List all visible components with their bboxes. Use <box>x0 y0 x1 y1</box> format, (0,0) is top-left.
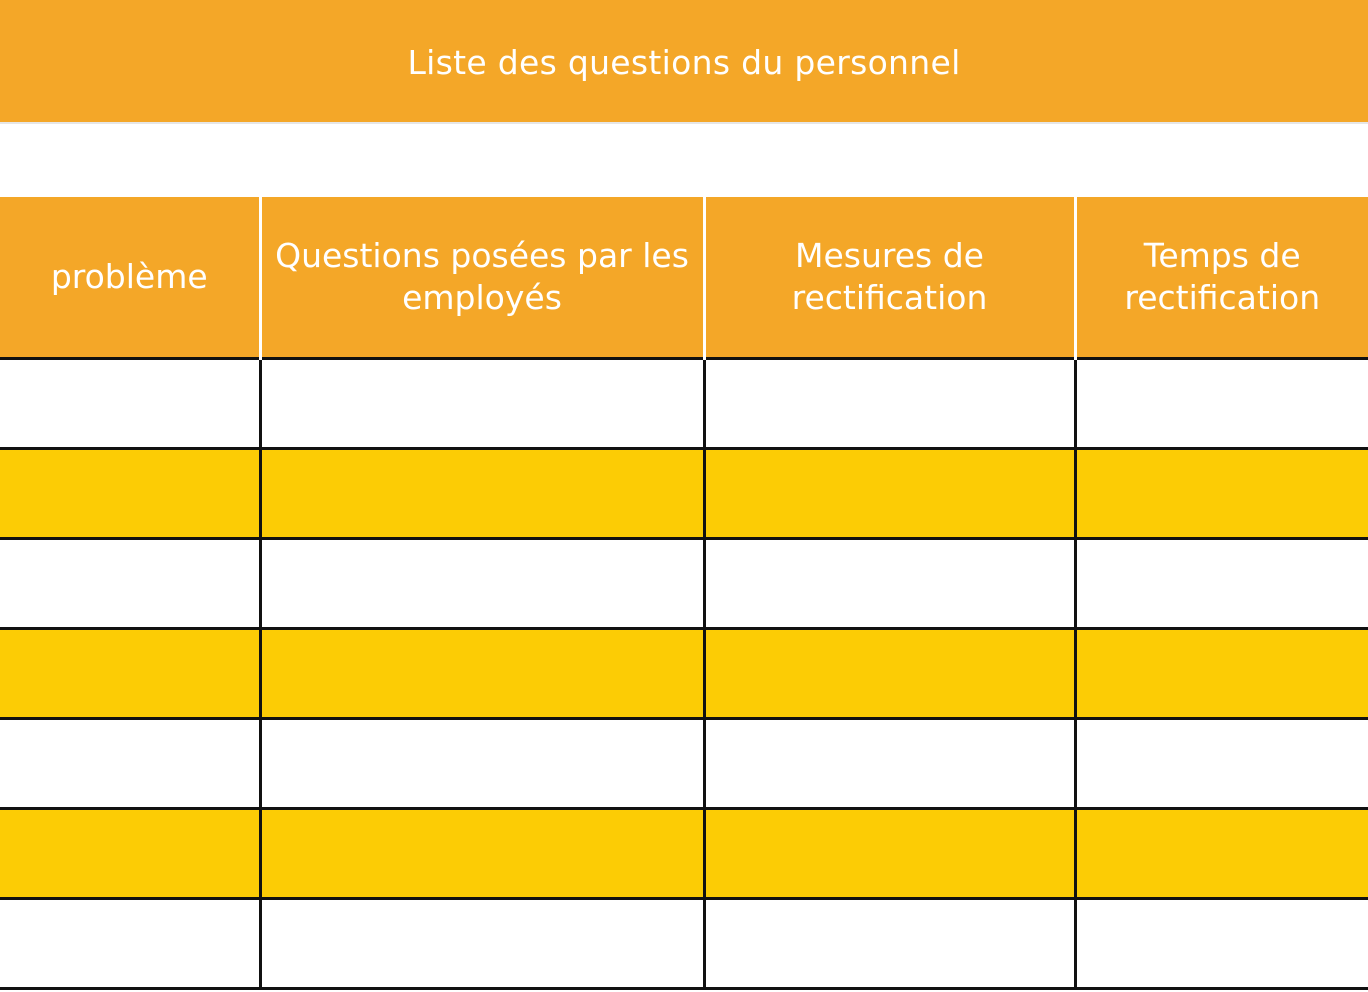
header-probleme: problème <box>0 197 260 358</box>
table-row <box>0 808 1368 898</box>
page-title: Liste des questions du personnel <box>407 42 961 82</box>
table-cell[interactable] <box>1075 628 1368 718</box>
table-cell[interactable] <box>704 718 1075 808</box>
table-cell[interactable] <box>0 358 260 448</box>
header-temps: Temps de rectification <box>1075 197 1368 358</box>
table-cell[interactable] <box>0 538 260 628</box>
table-cell[interactable] <box>1075 358 1368 448</box>
table-cell[interactable] <box>0 898 260 988</box>
table-cell[interactable] <box>704 358 1075 448</box>
table-cell[interactable] <box>704 898 1075 988</box>
table-row <box>0 358 1368 448</box>
table-cell[interactable] <box>1075 808 1368 898</box>
table-cell[interactable] <box>704 808 1075 898</box>
table-cell[interactable] <box>1075 538 1368 628</box>
table-row <box>0 538 1368 628</box>
table-cell[interactable] <box>1075 718 1368 808</box>
table-header-row <box>0 197 1368 358</box>
table-cell[interactable] <box>260 628 704 718</box>
table-row <box>0 448 1368 538</box>
table-cell[interactable] <box>704 628 1075 718</box>
table-cell[interactable] <box>260 358 704 448</box>
title-banner <box>0 0 1368 124</box>
table-row <box>0 718 1368 808</box>
table-cell[interactable] <box>0 718 260 808</box>
questions-table <box>0 197 1368 990</box>
table-cell[interactable] <box>704 538 1075 628</box>
table-cell[interactable] <box>260 898 704 988</box>
table-row <box>0 628 1368 718</box>
table-cell[interactable] <box>0 448 260 538</box>
header-questions: Questions posées par les employés <box>260 197 704 358</box>
header-mesures: Mesures de rectification <box>704 197 1075 358</box>
table-cell[interactable] <box>260 808 704 898</box>
table-cell[interactable] <box>1075 448 1368 538</box>
blank-spacer <box>0 124 1368 197</box>
table-row <box>0 898 1368 988</box>
table-cell[interactable] <box>260 538 704 628</box>
table-cell[interactable] <box>0 808 260 898</box>
table-cell[interactable] <box>704 448 1075 538</box>
table-cell[interactable] <box>260 718 704 808</box>
table-cell[interactable] <box>260 448 704 538</box>
table-cell[interactable] <box>0 628 260 718</box>
table-cell[interactable] <box>1075 898 1368 988</box>
